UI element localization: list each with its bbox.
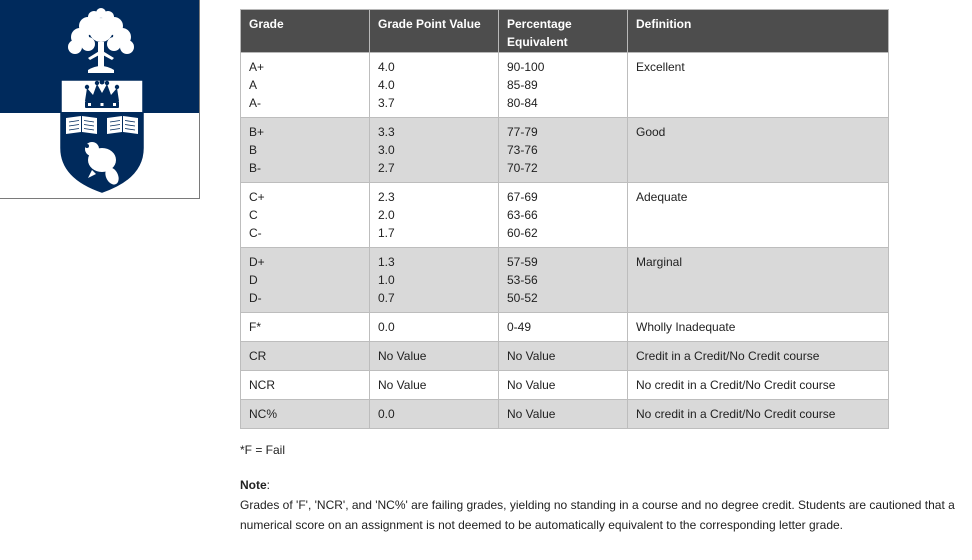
definition-cell: Excellent xyxy=(628,53,889,118)
grade-cell-value: C xyxy=(249,208,258,222)
table-row xyxy=(241,371,889,400)
university-crest-logo xyxy=(0,0,200,199)
grade-point-cell xyxy=(370,400,499,429)
grade-cell-value: NC% xyxy=(249,407,278,421)
grade-point-cell-value: 2.7 xyxy=(378,161,395,175)
definition-cell: Wholly Inadequate xyxy=(628,313,889,342)
percentage-cell-value: No Value xyxy=(507,407,556,421)
percentage-cell-value: 85-89 xyxy=(507,78,538,92)
grade-cell-value: D- xyxy=(249,291,262,305)
definition-cell: No credit in a Credit/No Credit course xyxy=(628,400,889,429)
percentage-cell xyxy=(499,248,628,313)
percentage-cell-value: No Value xyxy=(507,349,556,363)
grade-cell-value: C+ xyxy=(249,190,265,204)
percentage-cell xyxy=(499,371,628,400)
percentage-cell xyxy=(499,53,628,118)
grade-point-cell-value: 4.0 xyxy=(378,78,395,92)
note-body-text: Grades of 'F', 'NCR', and 'NC%' are failing grades, yielding no standing in a course and no degree credit. Students are cautioned that a numerical score on an assignment is not deemed to be automatically equivalent to the corresponding letter grade. xyxy=(240,498,955,532)
percentage-cell-value: No Value xyxy=(507,378,556,392)
grade-point-cell-value: 3.0 xyxy=(378,143,395,157)
grade-cell xyxy=(241,53,370,118)
grade-cell-value: A xyxy=(249,78,258,92)
grade-cell xyxy=(241,342,370,371)
table-row xyxy=(241,53,889,118)
note-heading xyxy=(240,478,270,492)
percentage-cell xyxy=(499,313,628,342)
grade-point-cell xyxy=(370,118,499,183)
note-heading-colon: : xyxy=(266,478,271,492)
definition-cell: Adequate xyxy=(628,183,889,248)
definition-cell: No credit in a Credit/No Credit course xyxy=(628,371,889,400)
fail-footnote: *F = Fail xyxy=(240,443,286,457)
percentage-cell-value: 90-100 xyxy=(507,60,545,74)
header-grade-point-value: Grade Point Value xyxy=(370,10,499,53)
header-definition: Definition xyxy=(628,10,889,53)
grade-point-cell-value: No Value xyxy=(378,349,427,363)
percentage-cell-value: 77-79 xyxy=(507,125,538,139)
grade-point-cell-value: 3.7 xyxy=(378,96,395,110)
table-row xyxy=(241,248,889,313)
grade-cell xyxy=(241,313,370,342)
grade-cell-value: C- xyxy=(249,226,262,240)
table-row xyxy=(241,400,889,429)
grade-cell xyxy=(241,400,370,429)
grade-scale-table xyxy=(240,9,889,429)
definition-cell: Marginal xyxy=(628,248,889,313)
table-row xyxy=(241,313,889,342)
percentage-cell xyxy=(499,342,628,371)
percentage-cell xyxy=(499,118,628,183)
percentage-cell xyxy=(499,183,628,248)
percentage-cell-value: 50-52 xyxy=(507,291,538,305)
grade-point-cell xyxy=(370,183,499,248)
grade-cell-value: D xyxy=(249,273,258,287)
grade-cell-value: B+ xyxy=(249,125,265,139)
grade-point-cell-value: 2.0 xyxy=(378,208,395,222)
percentage-cell-value: 57-59 xyxy=(507,255,538,269)
grade-cell xyxy=(241,183,370,248)
table-row xyxy=(241,183,889,248)
grade-cell xyxy=(241,118,370,183)
percentage-cell-value: 60-62 xyxy=(507,226,538,240)
table-row xyxy=(241,118,889,183)
grade-point-cell xyxy=(370,313,499,342)
grade-point-cell xyxy=(370,53,499,118)
grade-point-cell-value: No Value xyxy=(378,378,427,392)
percentage-cell-value: 53-56 xyxy=(507,273,538,287)
grade-cell-value: CR xyxy=(249,349,267,363)
grade-table-body xyxy=(241,53,889,429)
grade-cell xyxy=(241,371,370,400)
table-row xyxy=(241,342,889,371)
percentage-cell-value: 63-66 xyxy=(507,208,538,222)
grade-cell xyxy=(241,248,370,313)
grade-point-cell-value: 1.0 xyxy=(378,273,395,287)
grade-cell-value: A- xyxy=(249,96,261,110)
definition-cell: Good xyxy=(628,118,889,183)
grade-point-cell xyxy=(370,342,499,371)
table-header-row xyxy=(241,10,889,53)
grade-cell-value: NCR xyxy=(249,378,275,392)
grade-point-cell-value: 3.3 xyxy=(378,125,395,139)
grade-cell-value: B xyxy=(249,143,258,157)
percentage-cell-value: 80-84 xyxy=(507,96,538,110)
grade-point-cell-value: 0.7 xyxy=(378,291,395,305)
grade-cell-value: F* xyxy=(249,320,261,334)
grade-cell-value: D+ xyxy=(249,255,265,269)
percentage-cell xyxy=(499,400,628,429)
grade-point-cell-value: 4.0 xyxy=(378,60,395,74)
header-percentage-equivalent: Percentage Equivalent xyxy=(499,10,628,53)
grade-point-cell-value: 2.3 xyxy=(378,190,395,204)
percentage-cell-value: 73-76 xyxy=(507,143,538,157)
grade-point-cell-value: 0.0 xyxy=(378,320,395,334)
grade-cell-value: A+ xyxy=(249,60,265,74)
grade-point-cell-value: 1.7 xyxy=(378,226,395,240)
grade-point-cell-value: 0.0 xyxy=(378,407,395,421)
header-grade: Grade xyxy=(241,10,370,53)
grade-point-cell-value: 1.3 xyxy=(378,255,395,269)
grade-point-cell xyxy=(370,371,499,400)
percentage-cell-value: 70-72 xyxy=(507,161,538,175)
note-heading-text: Note xyxy=(240,478,267,492)
percentage-cell-value: 0-49 xyxy=(507,320,532,334)
oak-tree-icon xyxy=(68,8,134,73)
grade-point-cell xyxy=(370,248,499,313)
percentage-cell-value: 67-69 xyxy=(507,190,538,204)
crest-shield xyxy=(0,0,199,198)
grade-cell-value: B- xyxy=(249,161,261,175)
definition-cell: Credit in a Credit/No Credit course xyxy=(628,342,889,371)
